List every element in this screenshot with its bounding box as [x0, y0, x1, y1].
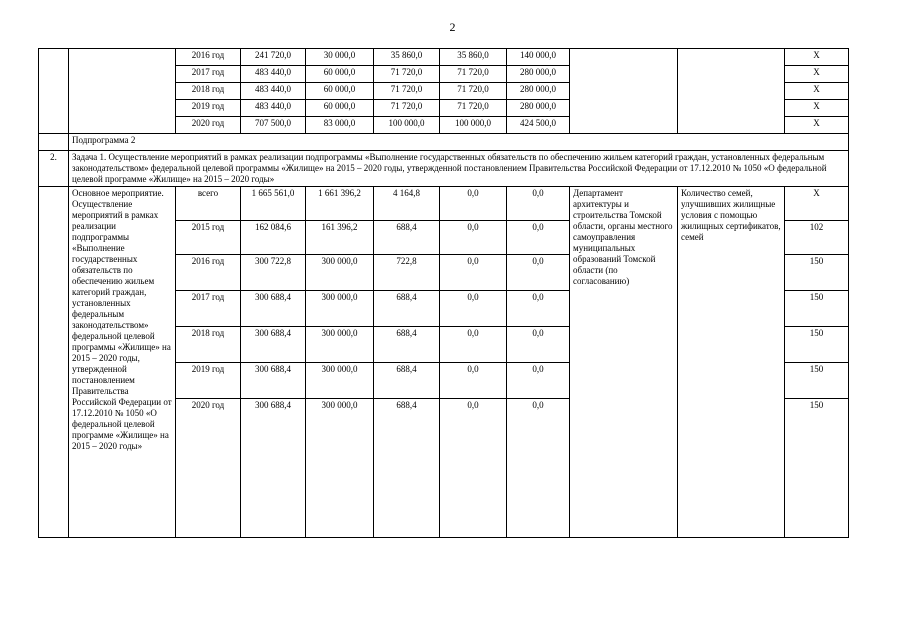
year-cell: 2017 год — [176, 291, 241, 327]
total-cell: 300 722,8 — [241, 255, 306, 291]
target-cell: Х — [785, 100, 849, 117]
federal-cell: 300 000,0 — [306, 327, 374, 363]
other-cell: 0,0 — [507, 327, 570, 363]
federal-cell: 161 396,2 — [306, 221, 374, 255]
program-table — [38, 48, 849, 538]
empty-cell — [678, 49, 785, 134]
regional-cell: 35 860,0 — [374, 49, 440, 66]
local-cell: 0,0 — [440, 399, 507, 538]
total-cell: 483 440,0 — [241, 100, 306, 117]
federal-cell: 300 000,0 — [306, 291, 374, 327]
empty-cell — [570, 49, 678, 134]
table-row — [39, 187, 849, 221]
empty-cell — [39, 49, 69, 134]
total-cell: 483 440,0 — [241, 83, 306, 100]
other-cell: 280 000,0 — [507, 83, 570, 100]
year-cell: всего — [176, 187, 241, 221]
empty-cell — [39, 134, 69, 151]
local-cell: 0,0 — [440, 363, 507, 399]
year-cell: 2017 год — [176, 66, 241, 83]
regional-cell: 71 720,0 — [374, 66, 440, 83]
target-cell: 150 — [785, 399, 849, 538]
federal-cell: 60 000,0 — [306, 66, 374, 83]
year-cell: 2020 год — [176, 117, 241, 134]
local-cell: 71 720,0 — [440, 100, 507, 117]
year-cell: 2018 год — [176, 83, 241, 100]
task-text: Задача 1. Осуществление мероприятий в рамках реализации подпрограммы «Выполнение государственных обязательств по обеспечению жильем категорий граждан, установленных федеральным законодательством» федеральной целевой программы «Жилище» на 2015 – 2020 годы, утвержденной постановлением Правительства Российской Федерации от 17.12.2010 № 1050 «О федеральной целевой программе «Жилище» на 2015 – 2020 годы» — [69, 151, 849, 187]
federal-cell: 300 000,0 — [306, 399, 374, 538]
task-row — [39, 151, 849, 187]
year-cell: 2019 год — [176, 100, 241, 117]
regional-cell: 688,4 — [374, 399, 440, 538]
federal-cell: 60 000,0 — [306, 83, 374, 100]
federal-cell: 300 000,0 — [306, 255, 374, 291]
total-cell: 1 665 561,0 — [241, 187, 306, 221]
empty-cell — [39, 187, 69, 538]
target-cell: 150 — [785, 327, 849, 363]
target-cell: 150 — [785, 291, 849, 327]
regional-cell: 4 164,8 — [374, 187, 440, 221]
other-cell: 0,0 — [507, 221, 570, 255]
total-cell: 300 688,4 — [241, 363, 306, 399]
page-number: 2 — [449, 20, 456, 34]
other-cell: 0,0 — [507, 399, 570, 538]
indicator-cell: Количество семей, улучшивших жилищные условия с помощью жилищных сертификатов, семей — [678, 187, 785, 538]
federal-cell: 30 000,0 — [306, 49, 374, 66]
total-cell: 241 720,0 — [241, 49, 306, 66]
other-cell: 0,0 — [507, 187, 570, 221]
subprogram-title: Подпрограмма 2 — [69, 134, 849, 151]
total-cell: 300 688,4 — [241, 399, 306, 538]
regional-cell: 688,4 — [374, 363, 440, 399]
target-cell: 102 — [785, 221, 849, 255]
target-cell: 150 — [785, 255, 849, 291]
year-cell: 2015 год — [176, 221, 241, 255]
target-cell: Х — [785, 83, 849, 100]
year-cell: 2016 год — [176, 255, 241, 291]
year-cell: 2018 год — [176, 327, 241, 363]
local-cell: 0,0 — [440, 327, 507, 363]
total-cell: 483 440,0 — [241, 66, 306, 83]
target-cell: 150 — [785, 363, 849, 399]
federal-cell: 1 661 396,2 — [306, 187, 374, 221]
regional-cell: 100 000,0 — [374, 117, 440, 134]
local-cell: 0,0 — [440, 255, 507, 291]
total-cell: 300 688,4 — [241, 291, 306, 327]
local-cell: 71 720,0 — [440, 83, 507, 100]
federal-cell: 83 000,0 — [306, 117, 374, 134]
local-cell: 71 720,0 — [440, 66, 507, 83]
executor-cell: Департамент архитектуры и строительства Томской области, органы местного самоуправления муниципальных образований Томской области (по согласованию) — [570, 187, 678, 538]
other-cell: 0,0 — [507, 363, 570, 399]
target-cell: Х — [785, 117, 849, 134]
regional-cell: 688,4 — [374, 291, 440, 327]
federal-cell: 300 000,0 — [306, 363, 374, 399]
subprogram-row — [39, 134, 849, 151]
main-activity-cell: Основное мероприятие. Осуществление мероприятий в рамках реализации подпрограммы «Выполнение государственных обязательств по обеспечению жильем категорий граждан, установленных федеральным законодательством» федеральной целевой программы «Жилище» на 2015 – 2020 годы, утвержденной постановлением Правительства Российской Федерации от 17.12.2010 № 1050 «О федеральной целевой программе «Жилище» на 2015 – 2020 годы» — [69, 187, 176, 538]
total-cell: 300 688,4 — [241, 327, 306, 363]
other-cell: 280 000,0 — [507, 100, 570, 117]
regional-cell: 71 720,0 — [374, 83, 440, 100]
total-cell: 162 084,6 — [241, 221, 306, 255]
federal-cell: 60 000,0 — [306, 100, 374, 117]
other-cell: 424 500,0 — [507, 117, 570, 134]
task-number: 2. — [39, 151, 69, 187]
local-cell: 35 860,0 — [440, 49, 507, 66]
local-cell: 0,0 — [440, 291, 507, 327]
regional-cell: 722,8 — [374, 255, 440, 291]
regional-cell: 688,4 — [374, 221, 440, 255]
other-cell: 0,0 — [507, 291, 570, 327]
regional-cell: 688,4 — [374, 327, 440, 363]
other-cell: 280 000,0 — [507, 66, 570, 83]
regional-cell: 71 720,0 — [374, 100, 440, 117]
target-cell: Х — [785, 187, 849, 221]
target-cell: Х — [785, 49, 849, 66]
year-cell: 2019 год — [176, 363, 241, 399]
local-cell: 0,0 — [440, 221, 507, 255]
local-cell: 100 000,0 — [440, 117, 507, 134]
local-cell: 0,0 — [440, 187, 507, 221]
year-cell: 2020 год — [176, 399, 241, 538]
target-cell: Х — [785, 66, 849, 83]
table-row — [39, 49, 849, 66]
empty-cell — [69, 49, 176, 134]
year-cell: 2016 год — [176, 49, 241, 66]
total-cell: 707 500,0 — [241, 117, 306, 134]
other-cell: 0,0 — [507, 255, 570, 291]
other-cell: 140 000,0 — [507, 49, 570, 66]
